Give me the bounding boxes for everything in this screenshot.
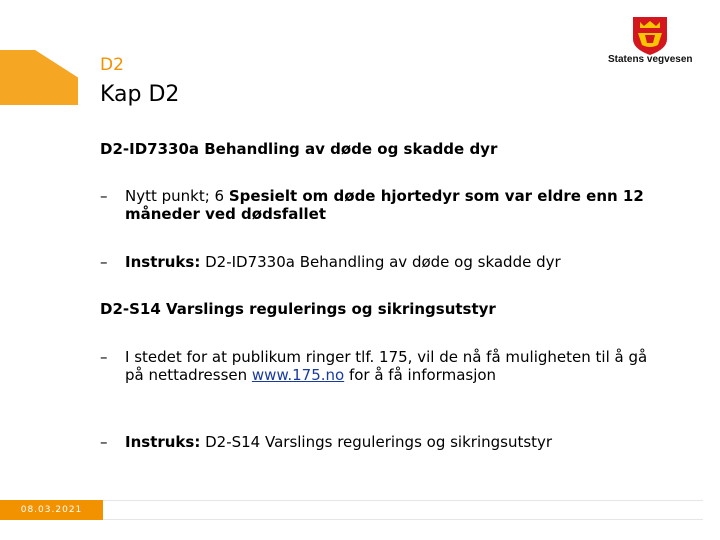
bullet-text	[125, 253, 660, 271]
section-heading: D2-ID7330a Behandling av døde og skadde dyr	[100, 140, 498, 158]
logo-text: Statens vegvesen	[608, 54, 693, 65]
bullet-dash: –	[100, 348, 108, 366]
bullet-dash: –	[100, 253, 108, 271]
web-link[interactable]: www.175.no	[251, 366, 345, 384]
accent-bar	[0, 50, 78, 105]
bullet-item	[100, 433, 660, 451]
bullet-rest: D2-ID7330a Behandling av døde og skadde dyr	[200, 253, 561, 271]
bullet-rest: D2-S14 Varslings regulerings og sikringsutstyr	[200, 433, 553, 451]
bullet-text	[125, 348, 660, 384]
bullet-text	[125, 433, 660, 451]
bullet-bold-text: Instruks:	[125, 433, 201, 451]
footer-date: 08.03.2021	[0, 500, 103, 520]
bullet-suffix: for å få informasjon	[344, 366, 497, 384]
slide-title: Kap D2	[100, 82, 180, 107]
bullet-item	[100, 187, 660, 223]
bullet-prefix: Nytt punkt; 6	[125, 187, 229, 205]
slide-supertitle: D2	[100, 55, 124, 75]
section-heading: D2-S14 Varslings regulerings og sikringsutstyr	[100, 300, 496, 318]
bullet-item	[100, 348, 660, 384]
bullet-bold-text: Instruks:	[125, 253, 201, 271]
bullet-prefix: I stedet for at publikum ringer tlf. 175, vil de nå få muligheten til å gå på nettadressen	[125, 348, 648, 384]
footer-bar	[103, 500, 703, 520]
bullet-bold-text: Spesielt om døde hjortedyr som var eldre enn 12 måneder ved dødsfallet	[125, 187, 644, 223]
bullet-item	[100, 253, 660, 271]
statens-vegvesen-shield-icon	[600, 15, 710, 75]
bullet-dash: –	[100, 187, 108, 205]
bullet-dash: –	[100, 433, 108, 451]
bullet-text	[125, 187, 660, 223]
